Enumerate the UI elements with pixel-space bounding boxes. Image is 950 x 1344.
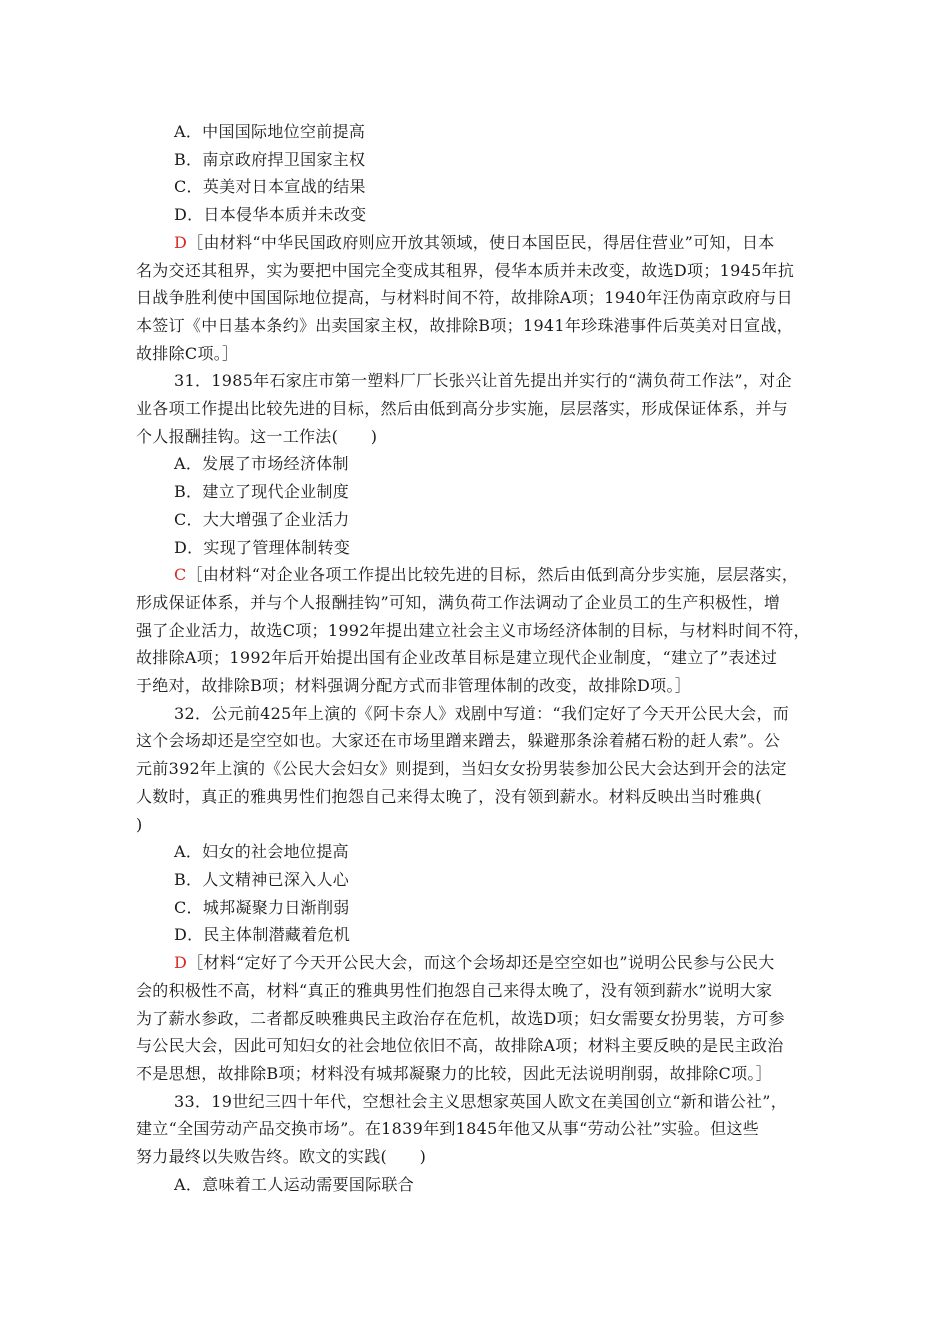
- option-d: D．日本侵华本质并未改变: [174, 205, 367, 225]
- answer-letter: D: [174, 232, 188, 252]
- answer-explanation-line: 本签订《中日基本条约》出卖国家主权，故排除B项；1941年珍珠港事件后英美对日宣战，: [136, 315, 794, 335]
- question-stem-line: 努力最终以失败告终。欧文的实践( ): [136, 1147, 427, 1167]
- question-stem-line: 33．19世纪三四十年代，空想社会主义思想家英国人欧文在美国创立“新和谐公社”，: [174, 1091, 788, 1111]
- answer-explanation-line: D［材料“定好了今天开公民大会，而这个会场却还是空空如也”说明公民参与公民大: [174, 953, 775, 973]
- question-stem-line: ): [136, 814, 143, 834]
- answer-explanation-line: 故排除A项；1992年后开始提出国有企业改革目标是建立现代企业制度，“建立了”表述过: [136, 648, 778, 668]
- answer-explanation-line: 于绝对，故排除B项；材料强调分配方式而非管理体制的改变，故排除D项。］: [136, 676, 692, 696]
- question-31: [136, 367, 816, 699]
- option-c: C．大大增强了企业活力: [174, 509, 350, 529]
- answer-explanation-line: C［由材料“对企业各项工作提出比较先进的目标，然后由低到高分步实施，层层落实，: [174, 565, 799, 585]
- answer-explanation-line: 强了企业活力，故选C项；1992年提出建立社会主义市场经济体制的目标，与材料时间不符，: [136, 620, 810, 640]
- option-a: A．中国国际地位空前提高: [174, 122, 366, 141]
- answer-letter: C: [174, 565, 187, 585]
- answer-explanation-line: 故排除C项。］: [136, 343, 239, 363]
- option-a: A．发展了市场经济体制: [174, 454, 349, 474]
- answer-explanation-line: 会的积极性不高，材料“真正的雅典男性们抱怨自己来得太晚了，没有领到薪水”说明大家: [136, 980, 773, 1000]
- question-stem-line: 个人报酬挂钩。这一工作法( ): [136, 426, 378, 446]
- question-33: [136, 1088, 816, 1199]
- question-stem-line: 这个会场却还是空空如也。大家还在市场里蹭来蹭去，躲避那条涂着赭石粉的赶人索”。公: [136, 731, 781, 751]
- question-32: [136, 700, 816, 1088]
- question-stem-line: 元前392年上演的《公民大会妇女》则提到，当妇女女扮男装参加公民大会达到开会的法定: [136, 759, 787, 779]
- option-a: A．意味着工人运动需要国际联合: [174, 1174, 415, 1194]
- option-b: B．人文精神已深入人心: [174, 869, 350, 889]
- option-a: A．妇女的社会地位提高: [174, 842, 349, 862]
- question-stem-line: 32．公元前425年上演的《阿卡奈人》戏剧中写道：“我们定好了今天开公民大会，而: [174, 703, 790, 723]
- option-b: B．建立了现代企业制度: [174, 482, 350, 502]
- question-stem-line: 31．1985年石家庄市第一塑料厂厂长张兴让首先提出并实行的“满负荷工作法”，对企: [174, 371, 792, 391]
- answer-letter: D: [174, 953, 188, 973]
- answer-explanation-line: 日战争胜利使中国国际地位提高，与材料时间不符，故排除A项；1940年汪伪南京政府与日: [136, 288, 793, 308]
- option-c: C．城邦凝聚力日渐削弱: [174, 897, 350, 917]
- document-page: [136, 118, 816, 1198]
- question-30: [136, 118, 816, 367]
- answer-explanation-line: 形成保证体系，并与个人报酬挂钩”可知，满负荷工作法调动了企业员工的生产积极性，增: [136, 592, 781, 612]
- option-d: D．民主体制潜藏着危机: [174, 925, 351, 945]
- answer-explanation-line: 名为交还其租界，实为要把中国完全变成其租界，侵华本质并未改变，故选D项；1945年抗: [136, 260, 795, 280]
- answer-explanation-line: 与公民大会，因此可知妇女的社会地位依旧不高，故排除A项；材料主要反映的是民主政治: [136, 1036, 784, 1056]
- option-c: C．英美对日本宣战的结果: [174, 177, 366, 197]
- answer-explanation-line: 为了薪水参政，二者都反映雅典民主政治存在危机，故选D项；妇女需要女扮男装，方可参: [136, 1008, 785, 1028]
- option-b: B．南京政府捍卫国家主权: [174, 149, 366, 169]
- question-stem-line: 业各项工作提出比较先进的目标，然后由低到高分步实施，层层落实，形成保证体系，并与: [136, 399, 789, 419]
- question-stem-line: 人数时，真正的雅典男性们抱怨自己来得太晚了，没有领到薪水。材料反映出当时雅典(: [136, 786, 762, 806]
- answer-explanation-line: D［由材料“中华民国政府则应开放其领域，使日本国臣民，得居住营业”可知，日本: [174, 232, 775, 252]
- option-d: D．实现了管理体制转变: [174, 537, 351, 557]
- answer-explanation-line: 不是思想，故排除B项；材料没有城邦凝聚力的比较，因此无法说明削弱，故排除C项。］: [136, 1063, 773, 1083]
- question-stem-line: 建立“全国劳动产品交换市场”。在1839年到1845年他又从事“劳动公社”实验。但这些: [136, 1119, 760, 1139]
